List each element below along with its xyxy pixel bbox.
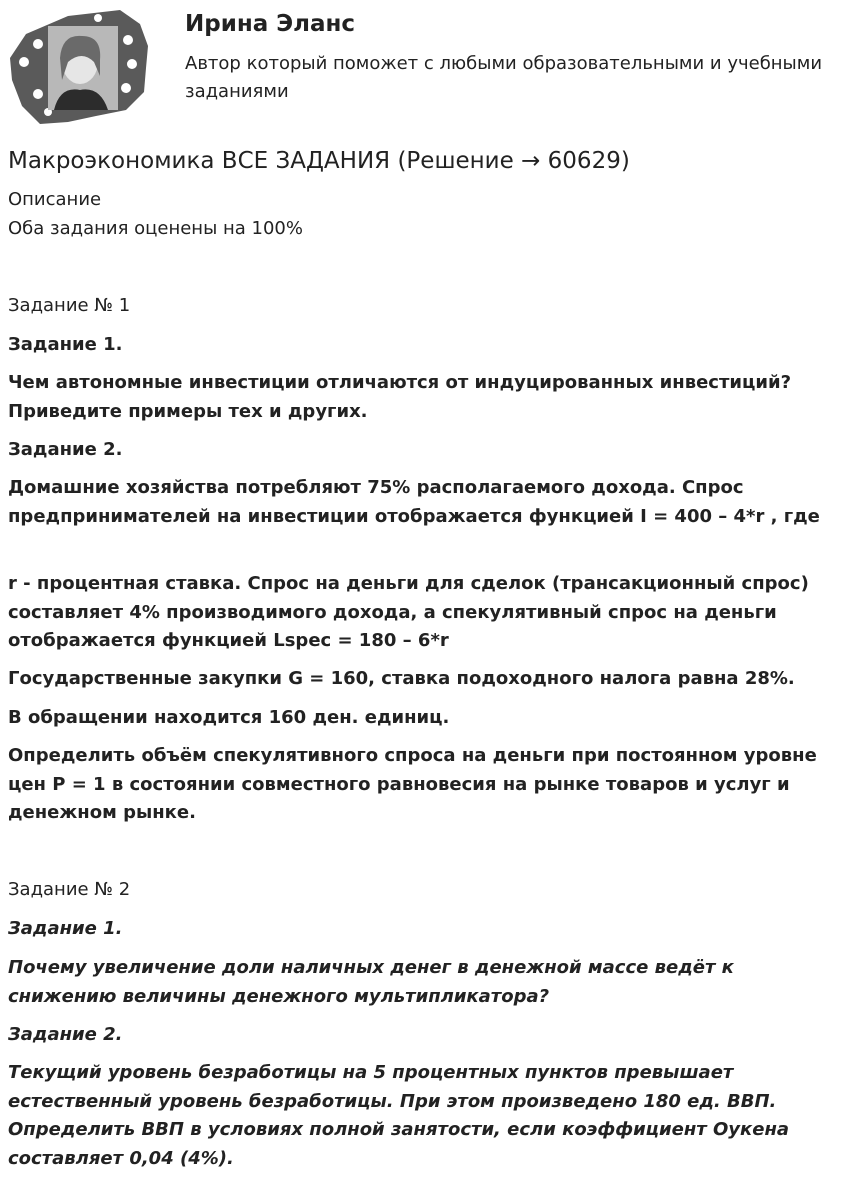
description-label: Описание: [8, 189, 102, 210]
author-name: Ирина Эланс: [185, 11, 356, 37]
assignment-1-task-2-paragraph: В обращении находится 160 ден. единиц.: [8, 707, 450, 728]
assignment-2-task-2-label: Задание 2.: [8, 1024, 123, 1045]
assignment-2-task-2-text: Текущий уровень безработицы на 5 процентных пунктов превышает естественный уровень безработицы. При этом произведено 180 ед. ВВП. Определить ВВП в условиях полной занятости, если коэффициент Оукена составляет 0,04 (4%).: [8, 1062, 790, 1169]
assignment-1-task-1-label: Задание 1.: [8, 334, 123, 355]
assignment-1-task-2-paragraph: Определить объём спекулятивного спроса на деньги при постоянном уровне цен P = 1 в состоянии совместного равновесия на рынке товаров и услуг и денежном рынке.: [8, 745, 817, 824]
description-text: Оба задания оценены на 100%: [8, 218, 303, 239]
assignment-1-task-2-label: Задание 2.: [8, 439, 123, 460]
assignment-1-task-2-paragraph: Домашние хозяйства потребляют 75% располагаемого дохода. Спрос предпринимателей на инвестиции отображается функцией I = 400 – 4*r , где: [8, 477, 820, 527]
assignment-1-task-2-paragraph: r - процентная ставка. Спрос на деньги для сделок (трансакционный спрос) составляет 4% производимого дохода, а спекулятивный спрос на деньги отображается функцией Lspec = 180 – 6*r: [8, 573, 809, 652]
assignment-1-task-2-paragraph: Государственные закупки G = 160, ставка подоходного налога равна 28%.: [8, 668, 795, 689]
assignment-2-heading: Задание № 2: [8, 879, 131, 900]
author-description: Автор который поможет с любыми образовательными и учебными заданиями: [185, 53, 823, 102]
assignment-2-task-1-text: Почему увеличение доли наличных денег в денежной массе ведёт к снижению величины денежного мультипликатора?: [8, 957, 734, 1007]
assignment-1-heading: Задание № 1: [8, 295, 131, 316]
assignment-2-task-1-label: Задание 1.: [8, 918, 123, 939]
author-avatar: [8, 6, 152, 126]
page-title: Макроэкономика ВСЕ ЗАДАНИЯ (Решение → 60629): [8, 148, 630, 174]
assignment-1-task-1-text: Чем автономные инвестиции отличаются от индуцированных инвестиций? Приведите примеры тех и других.: [8, 372, 792, 422]
